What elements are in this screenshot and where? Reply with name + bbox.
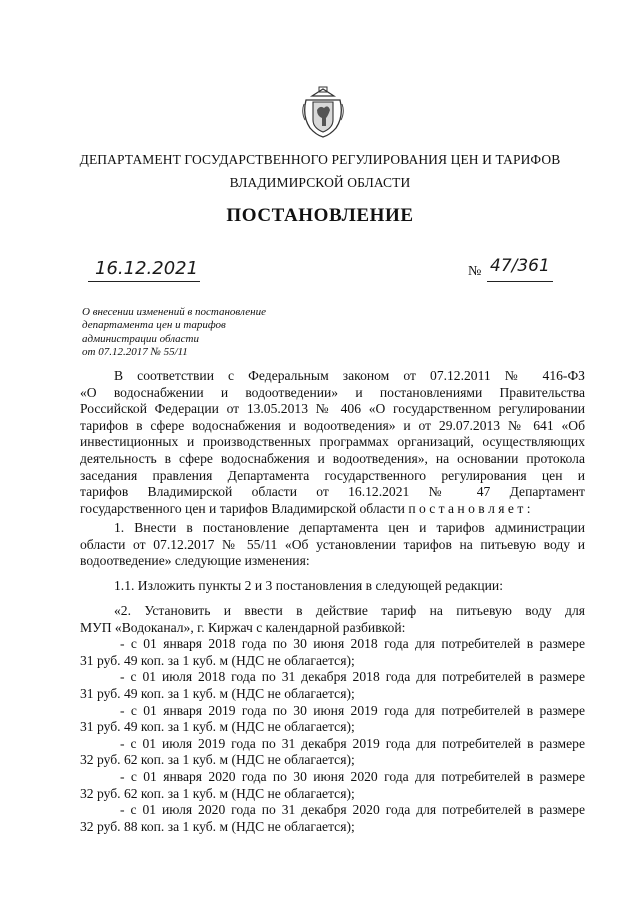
preamble-line: тарифов в сфере водоснабжения и водоотведения» и от 29.07.2013 № 641 «Об (80, 417, 585, 433)
subject-line: от 07.12.2017 № 55/11 (82, 345, 188, 358)
tariff-price-line: 31 руб. 49 коп. за 1 куб. м (НДС не облагается); (80, 685, 355, 701)
item-1-line: области от 07.12.2017 № 55/11 «Об установлении тарифов на питьевую воду и (80, 536, 585, 552)
preamble-paragraph (80, 368, 585, 517)
preamble-line: тарифов Владимирской области от 16.12.2021 № 47 Департамент (80, 484, 585, 500)
preamble-line: государственного цен и тарифов Владимирской области п о с т а н о в л я е т : (80, 500, 531, 516)
tariff-period-line: - с 01 января 2019 года по 30 июня 2019 года для потребителей в размере (120, 702, 585, 718)
tariff-price-line: 31 руб. 49 коп. за 1 куб. м (НДС не облагается); (80, 719, 355, 735)
preamble-line: заседания правления Департамента государственного регулирования цен и (80, 467, 585, 483)
tariff-period-line: - с 01 января 2018 года по 30 июня 2018 года для потребителей в размере (120, 636, 585, 652)
document-type-title: ПОСТАНОВЛЕНИЕ (226, 205, 414, 226)
item-2-paragraph (80, 603, 585, 835)
item-1-line: 1. Внести в постановление департамента цен и тарифов администрации (114, 520, 585, 535)
preamble-line: «О водоснабжении и водоотведении» и постановлениями Правительства (80, 384, 585, 400)
tariff-period-line: - с 01 июля 2018 года по 31 декабря 2018 года для потребителей в размере (120, 669, 585, 685)
tariff-price-line: 31 руб. 49 коп. за 1 куб. м (НДС не облагается); (80, 652, 355, 668)
document-number: 47/361 (490, 256, 550, 276)
date-underline (88, 281, 200, 282)
preamble-line: инвестиционных и производственных программах организаций, осуществляющих (80, 434, 585, 450)
tariff-period-line: - с 01 января 2020 года по 30 июня 2020 года для потребителей в размере (120, 768, 585, 784)
item-1-1-paragraph (80, 578, 585, 595)
preamble-line: Российской Федерации от 13.05.2013 № 406 «О государственном регулировании (80, 401, 585, 417)
item-1-line: водоотведение» следующие изменения: (80, 553, 310, 569)
subject-line: О внесении изменений в постановление (82, 306, 266, 318)
coat-of-arms-emblem (302, 86, 344, 138)
tariff-period-line: - с 01 июля 2020 года по 31 декабря 2020 года для потребителей в размере (120, 802, 585, 818)
number-sign: № (468, 264, 482, 279)
subject-block (82, 306, 266, 359)
item-1-paragraph (80, 520, 585, 570)
tariff-price-line: 32 руб. 62 коп. за 1 куб. м (НДС не облагается); (80, 752, 355, 768)
subject-line: департамента цен и тарифов (82, 319, 226, 332)
preamble-line: В соответствии с Федеральным законом от 07.12.2011 № 416-ФЗ (114, 368, 585, 383)
document-date: 16.12.2021 (95, 258, 199, 279)
number-underline (487, 281, 553, 282)
department-name-line1: ДЕПАРТАМЕНТ ГОСУДАРСТВЕННОГО РЕГУЛИРОВАНИЯ ЦЕН И ТАРИФОВ (79, 152, 561, 167)
tariff-period-line: - с 01 июля 2019 года по 31 декабря 2019 года для потребителей в размере (120, 735, 585, 751)
subject-line: администрации области (82, 332, 199, 345)
department-name-line2: ВЛАДИМИРСКОЙ ОБЛАСТИ (229, 175, 411, 190)
preamble-line: деятельность в сфере водоснабжения и водоотведения», на основании протокола (80, 450, 585, 466)
tariff-price-line: 32 руб. 88 коп. за 1 куб. м (НДС не облагается); (80, 818, 355, 834)
item-2-line: «2. Установить и ввести в действие тариф на питьевую воду для (114, 603, 585, 618)
item-1-1-line: 1.1. Изложить пункты 2 и 3 постановления в следующей редакции: (114, 578, 503, 593)
tariff-price-line: 32 руб. 62 коп. за 1 куб. м (НДС не облагается); (80, 785, 355, 801)
item-2-line: МУП «Водоканал», г. Киржач с календарной разбивкой: (80, 619, 406, 635)
